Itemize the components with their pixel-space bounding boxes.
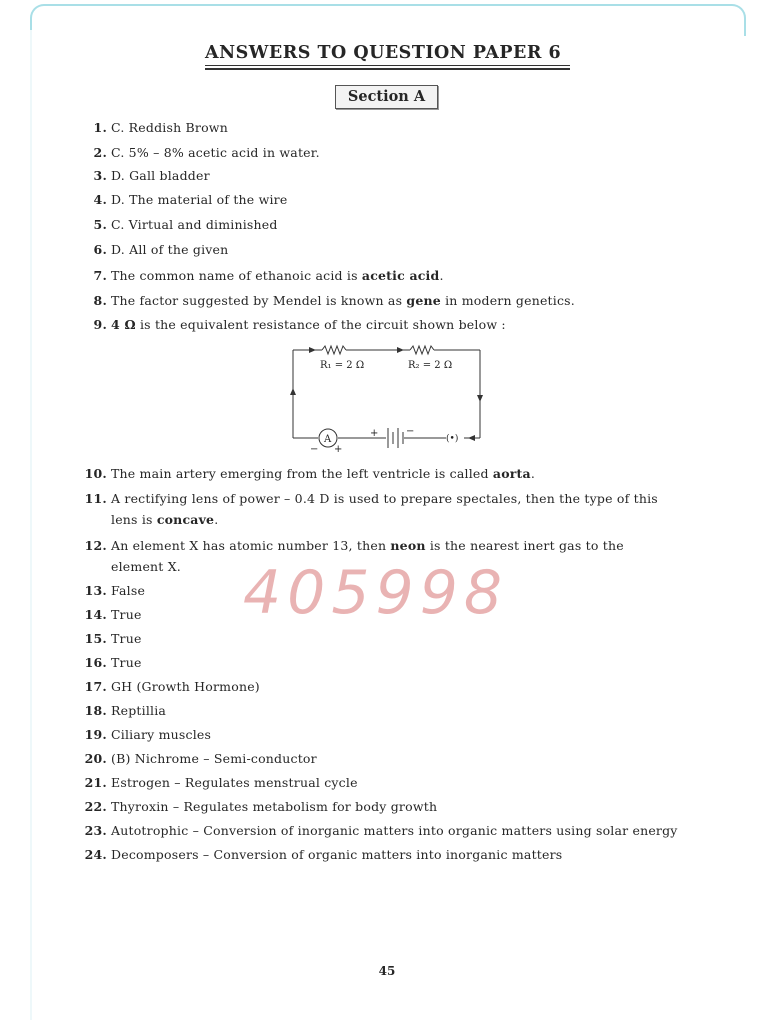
answer-number: 21. [84,775,107,790]
answer-text: Decomposers – Conversion of organic matters into inorganic matters [111,847,563,862]
answer-item [78,488,698,530]
answer-number: 19. [84,727,107,742]
answer-text: Reptillia [111,703,167,718]
answer-text: True [111,607,142,622]
answer-number: 15. [84,631,107,646]
answer-item [78,628,698,649]
answer-keyword: neon [390,538,426,553]
answer-item [78,748,698,769]
answer-continuation: element X. [111,559,181,574]
answer-text-end: . [439,268,444,283]
answer-number: 10. [84,466,107,481]
answer-item [78,314,698,335]
answer-text: Thyroxin – Regulates metabolism for body growth [111,799,438,814]
arrow-down-icon [477,395,483,402]
answer-number: 22. [84,799,107,814]
answer-number: 8. [93,293,107,308]
answer-number: 12. [84,538,107,553]
answer-text: GH (Growth Hormone) [111,679,260,694]
answer-text-end: in modern genetics. [440,293,575,308]
answer-keyword: acetic acid [361,268,440,283]
answer-text: D. The material of the wire [111,192,288,207]
answer-number: 9. [93,317,107,332]
battery-minus-label: − [406,426,415,437]
answer-item [78,844,698,865]
watermark: 405998 [243,558,509,628]
answer-number: 17. [84,679,107,694]
answer-number: 23. [84,823,107,838]
answer-text-end: is the nearest inert gas to the [425,538,624,553]
answer-text: Ciliary muscles [111,727,212,742]
resistor-r2-zigzag [410,346,434,354]
arrow-left-icon [468,435,475,441]
answer-text-end: . [530,466,535,481]
answer-number: 14. [84,607,107,622]
answer-item [78,189,698,210]
resistor-r2-label: R₂ = 2 Ω [408,360,453,371]
answer-keyword: gene [406,293,441,308]
answer-text: C. 5% – 8% acetic acid in water. [111,145,320,160]
answer-item [78,652,698,673]
arrow-right-icon [309,347,316,353]
answer-text: Autotrophic – Conversion of inorganic matters into organic matters using solar energy [111,823,678,838]
answer-keyword: concave [156,512,215,527]
answer-item [78,165,698,186]
title-underline [205,65,570,66]
resistor-r1-label: R₁ = 2 Ω [320,360,365,371]
answer-text: lens is [111,512,157,527]
page-title: ANSWERS TO QUESTION PAPER 6 [205,43,562,63]
arrow-right-icon [397,347,404,353]
title-underline-thick [205,68,570,70]
answer-text: The common name of ethanoic acid is [111,268,362,283]
answer-number: 2. [93,145,107,160]
answer-item [78,463,698,484]
answer-item [78,820,698,841]
answer-item [78,239,698,260]
answer-number: 11. [84,491,107,506]
circuit-diagram [280,340,490,460]
answer-text: The main artery emerging from the left ventricle is called [111,466,493,481]
ammeter-label: A [324,434,332,445]
answer-number: 24. [84,847,107,862]
answer-continuation [78,509,698,530]
answer-item [78,676,698,697]
answer-item [78,796,698,817]
battery-plus-label: + [370,428,379,439]
answer-number: 20. [84,751,107,766]
answer-number: 3. [93,168,107,183]
answer-text: True [111,655,142,670]
page-number: 45 [378,964,396,978]
answer-number: 16. [84,655,107,670]
answer-text-end: . [214,512,219,527]
answer-item [78,117,698,138]
answer-text: An element X has atomic number 13, then [111,538,391,553]
answer-item [78,724,698,745]
answer-text: D. Gall bladder [111,168,210,183]
answer-text: True [111,631,142,646]
answer-item [78,700,698,721]
answer-text: (B) Nichrome – Semi-conductor [111,751,317,766]
answer-number: 4. [93,192,107,207]
answer-text-end: is the equivalent resistance of the circuit shown below : [135,317,506,332]
answer-item [78,772,698,793]
answer-number: 7. [93,268,107,283]
answer-item [78,214,698,235]
answer-text: C. Virtual and diminished [111,217,278,232]
arrow-up-icon [290,388,296,395]
answer-keyword: 4 Ω [111,317,136,332]
resistor-r1-zigzag [322,346,346,354]
answer-text: Estrogen – Regulates menstrual cycle [111,775,358,790]
answer-number: 6. [93,242,107,257]
answer-number: 18. [84,703,107,718]
key-label: (•) [446,434,459,444]
answer-text: C. Reddish Brown [111,120,228,135]
page-left-border [30,30,32,1020]
answer-text: A rectifying lens of power – 0.4 D is used to prepare spectales, then the type of this [111,491,658,506]
answer-item [78,265,698,286]
ammeter-plus-label: + [334,444,343,455]
answer-item [78,290,698,311]
answer-number: 5. [93,217,107,232]
page-top-border [30,4,746,36]
ammeter-minus-label: − [310,444,319,455]
answer-text: The factor suggested by Mendel is known as [111,293,407,308]
answer-text: D. All of the given [111,242,229,257]
answer-item [78,142,698,163]
answer-text: False [111,583,146,598]
answer-number: 13. [84,583,107,598]
answer-number: 1. [93,120,107,135]
answer-keyword: aorta [492,466,531,481]
section-heading: Section A [335,85,438,109]
